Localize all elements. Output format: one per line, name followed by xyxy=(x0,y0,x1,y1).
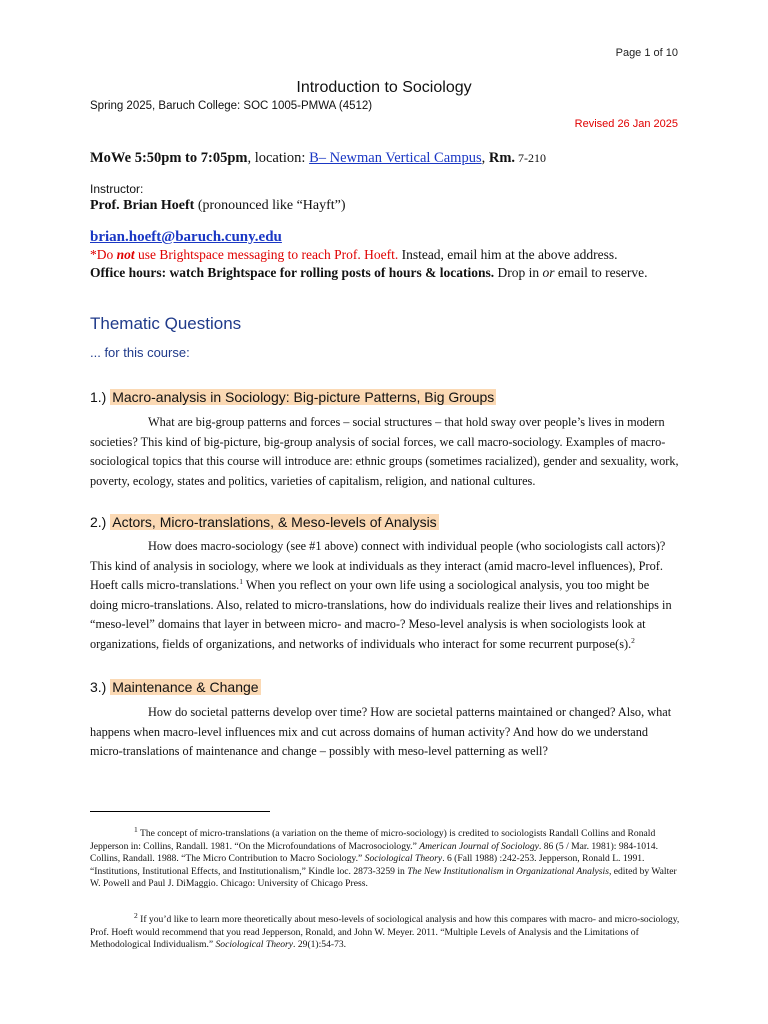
office-hours-or: or xyxy=(542,265,555,280)
section-2-number: 2.) xyxy=(90,514,107,530)
location-prefix: , location: xyxy=(247,150,310,166)
thematic-subheading: ... for this course: xyxy=(90,345,190,360)
section-3-body: How do societal patterns develop over time? How are societal patterns maintained or changed? Also, what happens when macro-level influences mix and cut across domains of human activity? And how do we understand micro-translations of maintenance and change – possibly with meso-level patterning as well? xyxy=(90,705,672,759)
room-label: Rm. xyxy=(488,150,516,166)
footnote-2: $^2$ If you’d like to learn more theoretically about meso-levels of sociological analysis and how this compares with macro- and micro-sociology, Prof. Hoeft would recommend that you read Jepperson, Ronald, and John W. Meyer. 2011. “Multiple Levels of Analysis and the Limitations of Methodological Individualism.” Sociological Theory. 29(1):54-73. xyxy=(90,910,680,951)
page-indicator: Page 1 of 10 xyxy=(615,47,678,59)
course-subtitle: Spring 2025, Baruch College: SOC 1005-PMWA (4512) xyxy=(90,100,373,112)
revised-date: Revised 26 Jan 2025 xyxy=(574,118,678,130)
section-3-heading xyxy=(90,679,261,695)
location-link[interactable]: B– Newman Vertical Campus xyxy=(309,150,482,166)
footnote-1: $^1$ The concept of micro-translations (a variation on the theme of micro-sociology) is credited to sociologists Randall Collins and Ronald Jepperson in: Collins, Randall. 1981. “On the Microfoundations of Macrosociology.” American Journal of Sociology. 86 (5 / Mar. 1981): 984-1014. Collins, Randall. 1988. “The Micro Contribution to Macro Sociology.” Sociological Theory. 6 (Fall 1988) :242-253. Jepperson, Ronald L. 1991. “Institutions, Institutional Effects, and Institutionalism,” Kindle loc. 2873-3259 in The New Institutionalism in Organizational Analysis, edited by Walter W. Powell and Paul J. DiMaggio. Chicago: University of Chicago Press. xyxy=(90,824,677,890)
room-prefix: , xyxy=(481,150,489,166)
footnote-ref-2[interactable]: 2 xyxy=(631,635,635,645)
section-3-number: 3.) xyxy=(90,679,107,695)
instructor-email-link[interactable]: brian.hoeft@baruch.cuny.edu xyxy=(90,229,282,245)
instructor-label: Instructor: xyxy=(90,182,144,196)
room-number: 7-210 xyxy=(515,151,547,165)
schedule-line xyxy=(90,150,546,167)
footnote-2-marker: 2 xyxy=(134,910,138,920)
section-1-number: 1.) xyxy=(90,389,107,405)
course-title: Introduction to Sociology xyxy=(296,79,472,96)
office-hours-bold: Office hours: watch Brightspace for rolling posts of hours & locations. xyxy=(90,265,495,280)
office-hours xyxy=(90,265,647,281)
footnote-ref-1[interactable]: 1 xyxy=(239,577,243,587)
meeting-days-time: MoWe 5:50pm to 7:05pm xyxy=(90,150,248,166)
warning-text-3: Instead, email him at the above address. xyxy=(398,247,618,262)
instructor-pronunciation: (pronounced like “Hayft”) xyxy=(194,198,346,213)
section-1-title: Macro-analysis in Sociology: Big-picture Patterns, Big Groups xyxy=(112,389,495,405)
warning-text-2: use Brightspace messaging to reach Prof. Hoeft. xyxy=(134,247,399,262)
footnote-separator xyxy=(90,811,270,812)
warning-text-1: *Do xyxy=(90,247,117,262)
office-hours-b: email to reserve. xyxy=(554,265,648,280)
thematic-heading: Thematic Questions xyxy=(90,314,242,333)
section-1-body: What are big-group patterns and forces – social structures – that hold sway over people’s lives in modern societies? This kind of big-picture, big-group analysis of social forces, we call macro-sociology. Examples of macro-sociological topics that this course will introduce are: ethnic groups (sometimes racialized), gender and sexuality, work, poverty, ecology, states and politics, varieties of capitalism, religion, and national cultures. xyxy=(90,415,679,488)
section-1-heading xyxy=(90,389,496,405)
messaging-warning xyxy=(90,247,618,263)
section-3-title: Maintenance & Change xyxy=(112,679,259,695)
instructor-line xyxy=(90,198,346,214)
section-2-body: How does macro-sociology (see #1 above) connect with individual people (who sociologists call actors)? This kind of analysis in sociology, where we look at individuals as they interact (amid macro-level influences), Prof. Hoeft calls micro-translations.$^1$ When you reflect on your own life using a sociological analysis, you too might be doing micro-translations. Also, related to micro-translations, how do individuals realize their lives and relationships in “meso-level” domains that layer in between micro- and macro-? Meso-level analysis is when sociologists look at organizations, fields of organizations, and networks of individuals who interact for some recurrent purpose(s).$^2$ xyxy=(90,539,672,651)
instructor-name: Prof. Brian Hoeft xyxy=(90,198,195,213)
footnote-1-marker: 1 xyxy=(134,824,138,834)
section-2-heading xyxy=(90,514,439,530)
section-2-title: Actors, Micro-translations, & Meso-levels of Analysis xyxy=(112,514,437,530)
office-hours-a: Drop in xyxy=(494,265,543,280)
warning-not: not xyxy=(116,247,135,262)
